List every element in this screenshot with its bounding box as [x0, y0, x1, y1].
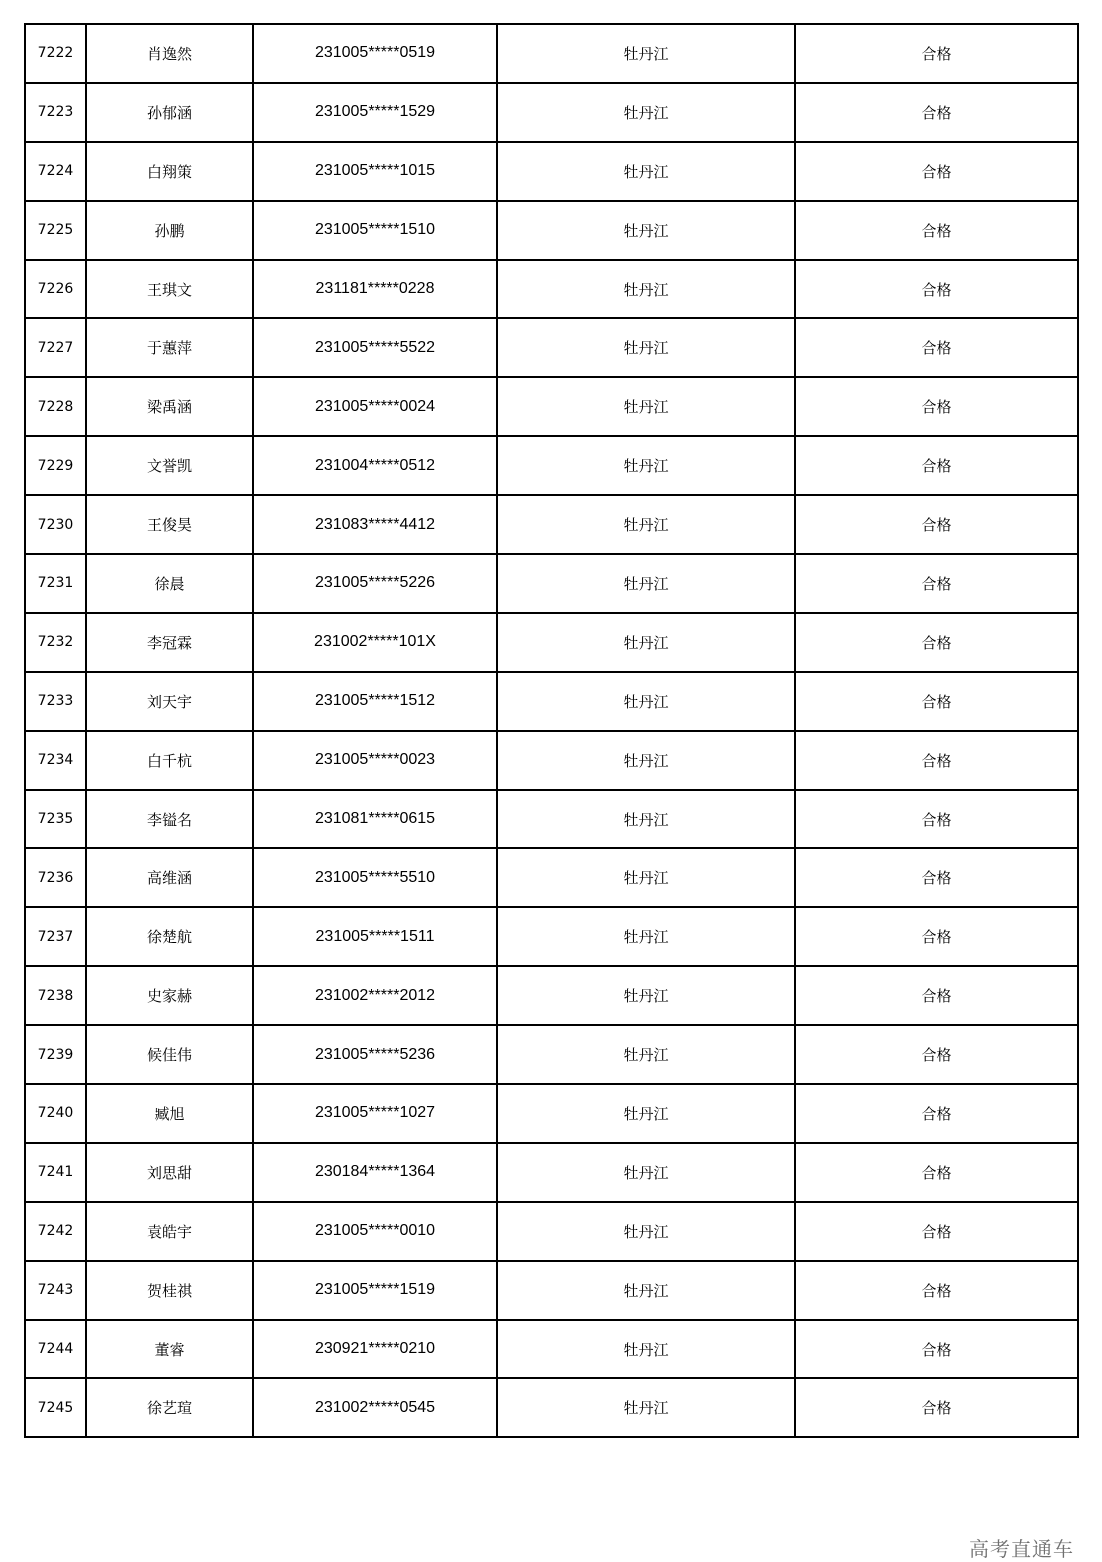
- result-cell: 合格: [795, 1378, 1078, 1437]
- name-cell: 臧旭: [86, 1084, 253, 1143]
- row-number-cell: 7225: [25, 201, 86, 260]
- id-number-cell: 231005*****1511: [253, 907, 497, 966]
- table-row: [25, 1202, 1078, 1261]
- row-number-cell: 7222: [25, 24, 86, 83]
- result-cell: 合格: [795, 613, 1078, 672]
- id-number-cell: 231005*****1015: [253, 142, 497, 201]
- row-number-cell: 7243: [25, 1261, 86, 1320]
- name-cell: 董睿: [86, 1320, 253, 1379]
- result-cell: 合格: [795, 848, 1078, 907]
- name-cell: 刘思甜: [86, 1143, 253, 1202]
- name-cell: 徐晨: [86, 554, 253, 613]
- city-cell: 牡丹江: [497, 83, 795, 142]
- row-number-cell: 7235: [25, 790, 86, 849]
- table-row: [25, 24, 1078, 83]
- table-row: [25, 1143, 1078, 1202]
- result-cell: 合格: [795, 436, 1078, 495]
- name-cell: 孙鹏: [86, 201, 253, 260]
- city-cell: 牡丹江: [497, 1261, 795, 1320]
- id-number-cell: 231005*****1529: [253, 83, 497, 142]
- watermark-text: 高考直通车: [969, 1537, 1074, 1561]
- row-number-cell: 7238: [25, 966, 86, 1025]
- city-cell: 牡丹江: [497, 1143, 795, 1202]
- city-cell: 牡丹江: [497, 907, 795, 966]
- table-row: [25, 907, 1078, 966]
- name-cell: 高维涵: [86, 848, 253, 907]
- city-cell: 牡丹江: [497, 1202, 795, 1261]
- results-table-body: [25, 24, 1078, 1437]
- id-number-cell: 231005*****5522: [253, 318, 497, 377]
- result-cell: 合格: [795, 318, 1078, 377]
- row-number-cell: 7229: [25, 436, 86, 495]
- id-number-cell: 231005*****0010: [253, 1202, 497, 1261]
- table-row: [25, 377, 1078, 436]
- id-number-cell: 231002*****2012: [253, 966, 497, 1025]
- row-number-cell: 7232: [25, 613, 86, 672]
- name-cell: 王琪文: [86, 260, 253, 319]
- result-cell: 合格: [795, 201, 1078, 260]
- results-table: [24, 23, 1079, 1438]
- city-cell: 牡丹江: [497, 790, 795, 849]
- id-number-cell: 231005*****0023: [253, 731, 497, 790]
- row-number-cell: 7223: [25, 83, 86, 142]
- table-row: [25, 1378, 1078, 1437]
- table-row: [25, 613, 1078, 672]
- id-number-cell: 231005*****1512: [253, 672, 497, 731]
- result-cell: 合格: [795, 966, 1078, 1025]
- name-cell: 袁皓宇: [86, 1202, 253, 1261]
- table-row: [25, 554, 1078, 613]
- id-number-cell: 231005*****5510: [253, 848, 497, 907]
- id-number-cell: 230184*****1364: [253, 1143, 497, 1202]
- row-number-cell: 7226: [25, 260, 86, 319]
- city-cell: 牡丹江: [497, 1320, 795, 1379]
- result-cell: 合格: [795, 142, 1078, 201]
- city-cell: 牡丹江: [497, 201, 795, 260]
- id-number-cell: 231005*****1027: [253, 1084, 497, 1143]
- row-number-cell: 7228: [25, 377, 86, 436]
- row-number-cell: 7231: [25, 554, 86, 613]
- name-cell: 孙郁涵: [86, 83, 253, 142]
- table-row: [25, 672, 1078, 731]
- id-number-cell: 231002*****101X: [253, 613, 497, 672]
- table-row: [25, 260, 1078, 319]
- result-cell: 合格: [795, 907, 1078, 966]
- result-cell: 合格: [795, 1084, 1078, 1143]
- city-cell: 牡丹江: [497, 966, 795, 1025]
- city-cell: 牡丹江: [497, 495, 795, 554]
- row-number-cell: 7227: [25, 318, 86, 377]
- city-cell: 牡丹江: [497, 24, 795, 83]
- row-number-cell: 7230: [25, 495, 86, 554]
- name-cell: 李镒名: [86, 790, 253, 849]
- name-cell: 刘天宇: [86, 672, 253, 731]
- city-cell: 牡丹江: [497, 672, 795, 731]
- name-cell: 文誉凯: [86, 436, 253, 495]
- id-number-cell: 231005*****5226: [253, 554, 497, 613]
- city-cell: 牡丹江: [497, 554, 795, 613]
- name-cell: 王俊昊: [86, 495, 253, 554]
- table-row: [25, 966, 1078, 1025]
- result-cell: 合格: [795, 1025, 1078, 1084]
- result-cell: 合格: [795, 672, 1078, 731]
- table-row: [25, 1084, 1078, 1143]
- result-cell: 合格: [795, 790, 1078, 849]
- city-cell: 牡丹江: [497, 318, 795, 377]
- result-cell: 合格: [795, 554, 1078, 613]
- city-cell: 牡丹江: [497, 1084, 795, 1143]
- row-number-cell: 7239: [25, 1025, 86, 1084]
- table-row: [25, 848, 1078, 907]
- result-cell: 合格: [795, 377, 1078, 436]
- city-cell: 牡丹江: [497, 731, 795, 790]
- city-cell: 牡丹江: [497, 613, 795, 672]
- table-row: [25, 1025, 1078, 1084]
- table-row: [25, 318, 1078, 377]
- id-number-cell: 231181*****0228: [253, 260, 497, 319]
- table-row: [25, 1320, 1078, 1379]
- row-number-cell: 7233: [25, 672, 86, 731]
- id-number-cell: 231002*****0545: [253, 1378, 497, 1437]
- table-row: [25, 495, 1078, 554]
- city-cell: 牡丹江: [497, 1378, 795, 1437]
- id-number-cell: 231005*****1519: [253, 1261, 497, 1320]
- city-cell: 牡丹江: [497, 142, 795, 201]
- name-cell: 徐楚航: [86, 907, 253, 966]
- row-number-cell: 7241: [25, 1143, 86, 1202]
- table-row: [25, 436, 1078, 495]
- row-number-cell: 7242: [25, 1202, 86, 1261]
- city-cell: 牡丹江: [497, 260, 795, 319]
- result-cell: 合格: [795, 495, 1078, 554]
- table-row: [25, 142, 1078, 201]
- result-cell: 合格: [795, 260, 1078, 319]
- name-cell: 李冠霖: [86, 613, 253, 672]
- row-number-cell: 7244: [25, 1320, 86, 1379]
- result-cell: 合格: [795, 1261, 1078, 1320]
- id-number-cell: 231081*****0615: [253, 790, 497, 849]
- id-number-cell: 230921*****0210: [253, 1320, 497, 1379]
- name-cell: 候佳伟: [86, 1025, 253, 1084]
- result-cell: 合格: [795, 83, 1078, 142]
- id-number-cell: 231005*****1510: [253, 201, 497, 260]
- row-number-cell: 7240: [25, 1084, 86, 1143]
- result-cell: 合格: [795, 1202, 1078, 1261]
- table-row: [25, 790, 1078, 849]
- result-cell: 合格: [795, 731, 1078, 790]
- row-number-cell: 7234: [25, 731, 86, 790]
- name-cell: 白翔策: [86, 142, 253, 201]
- city-cell: 牡丹江: [497, 1025, 795, 1084]
- city-cell: 牡丹江: [497, 436, 795, 495]
- result-cell: 合格: [795, 24, 1078, 83]
- name-cell: 白千杭: [86, 731, 253, 790]
- table-row: [25, 731, 1078, 790]
- name-cell: 梁禹涵: [86, 377, 253, 436]
- result-cell: 合格: [795, 1320, 1078, 1379]
- id-number-cell: 231005*****0024: [253, 377, 497, 436]
- id-number-cell: 231004*****0512: [253, 436, 497, 495]
- result-cell: 合格: [795, 1143, 1078, 1202]
- id-number-cell: 231005*****5236: [253, 1025, 497, 1084]
- row-number-cell: 7237: [25, 907, 86, 966]
- name-cell: 史家赫: [86, 966, 253, 1025]
- table-row: [25, 1261, 1078, 1320]
- id-number-cell: 231083*****4412: [253, 495, 497, 554]
- table-row: [25, 201, 1078, 260]
- row-number-cell: 7245: [25, 1378, 86, 1437]
- city-cell: 牡丹江: [497, 848, 795, 907]
- city-cell: 牡丹江: [497, 377, 795, 436]
- row-number-cell: 7236: [25, 848, 86, 907]
- table-row: [25, 83, 1078, 142]
- name-cell: 徐艺瑄: [86, 1378, 253, 1437]
- name-cell: 贺桂祺: [86, 1261, 253, 1320]
- id-number-cell: 231005*****0519: [253, 24, 497, 83]
- name-cell: 于蕙萍: [86, 318, 253, 377]
- name-cell: 肖逸然: [86, 24, 253, 83]
- row-number-cell: 7224: [25, 142, 86, 201]
